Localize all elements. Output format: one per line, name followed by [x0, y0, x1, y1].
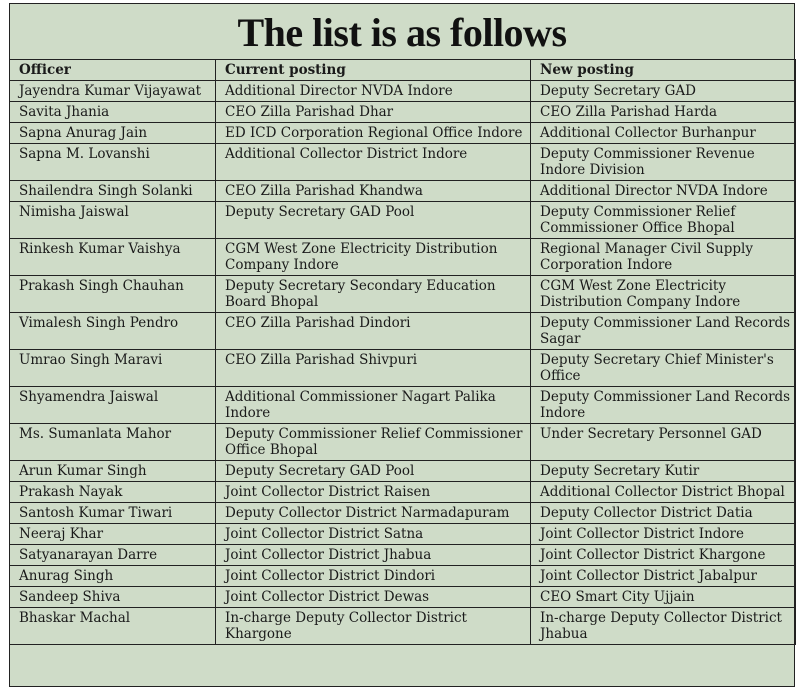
table-row: [10, 587, 796, 608]
header-row: [10, 60, 796, 81]
new-posting-cell: Deputy Commissioner Revenue Indore Division: [531, 144, 796, 181]
new-posting-cell: CGM West Zone Electricity Distribution Company Indore: [531, 276, 796, 313]
table-row: [10, 81, 796, 102]
column-header-new-posting: New posting: [531, 60, 796, 81]
column-header-officer: Officer: [10, 60, 216, 81]
officer-cell: Satyanarayan Darre: [10, 545, 216, 566]
current-posting-cell: Joint Collector District Dindori: [216, 566, 531, 587]
officer-cell: Rinkesh Kumar Vaishya: [10, 239, 216, 276]
current-posting-cell: Joint Collector District Dewas: [216, 587, 531, 608]
officer-cell: Vimalesh Singh Pendro: [10, 313, 216, 350]
current-posting-cell: Joint Collector District Jhabua: [216, 545, 531, 566]
table-row: [10, 144, 796, 181]
officer-cell: Shailendra Singh Solanki: [10, 181, 216, 202]
officer-cell: Santosh Kumar Tiwari: [10, 503, 216, 524]
current-posting-cell: Additional Collector District Indore: [216, 144, 531, 181]
new-posting-cell: Deputy Secretary Kutir: [531, 461, 796, 482]
officer-cell: Bhaskar Machal: [10, 608, 216, 645]
current-posting-cell: Deputy Secretary GAD Pool: [216, 202, 531, 239]
table-row: [10, 482, 796, 503]
new-posting-cell: Deputy Commissioner Land Records Indore: [531, 387, 796, 424]
table-row: [10, 102, 796, 123]
officer-cell: Savita Jhania: [10, 102, 216, 123]
officer-cell: Sapna Anurag Jain: [10, 123, 216, 144]
officer-cell: Jayendra Kumar Vijayawat: [10, 81, 216, 102]
current-posting-cell: CEO Zilla Parishad Dhar: [216, 102, 531, 123]
current-posting-cell: ED ICD Corporation Regional Office Indore: [216, 123, 531, 144]
table-row: [10, 608, 796, 645]
table-body: [10, 81, 796, 645]
current-posting-cell: Joint Collector District Satna: [216, 524, 531, 545]
officer-cell: Umrao Singh Maravi: [10, 350, 216, 387]
new-posting-cell: In-charge Deputy Collector District Jhabua: [531, 608, 796, 645]
new-posting-cell: Joint Collector District Indore: [531, 524, 796, 545]
officer-cell: Sapna M. Lovanshi: [10, 144, 216, 181]
new-posting-cell: Under Secretary Personnel GAD: [531, 424, 796, 461]
current-posting-cell: CEO Zilla Parishad Khandwa: [216, 181, 531, 202]
current-posting-cell: CEO Zilla Parishad Dindori: [216, 313, 531, 350]
officer-cell: Ms. Sumanlata Mahor: [10, 424, 216, 461]
column-header-current-posting: Current posting: [216, 60, 531, 81]
current-posting-cell: Deputy Commissioner Relief Commissioner Office Bhopal: [216, 424, 531, 461]
page-title: The list is as follows: [237, 10, 567, 55]
table-row: [10, 181, 796, 202]
table-row: [10, 545, 796, 566]
table-row: [10, 524, 796, 545]
new-posting-cell: Deputy Commissioner Relief Commissioner Office Bhopal: [531, 202, 796, 239]
officer-cell: Shyamendra Jaiswal: [10, 387, 216, 424]
current-posting-cell: Deputy Secretary Secondary Education Board Bhopal: [216, 276, 531, 313]
current-posting-cell: CEO Zilla Parishad Shivpuri: [216, 350, 531, 387]
table-header: [10, 60, 796, 81]
new-posting-cell: Deputy Secretary GAD: [531, 81, 796, 102]
new-posting-cell: Regional Manager Civil Supply Corporation Indore: [531, 239, 796, 276]
current-posting-cell: In-charge Deputy Collector District Khargone: [216, 608, 531, 645]
table-row: [10, 313, 796, 350]
table-row: [10, 461, 796, 482]
current-posting-cell: Additional Commissioner Nagart Palika Indore: [216, 387, 531, 424]
table-row: [10, 503, 796, 524]
table-row: [10, 424, 796, 461]
officer-cell: Anurag Singh: [10, 566, 216, 587]
current-posting-cell: Deputy Collector District Narmadapuram: [216, 503, 531, 524]
officer-cell: Nimisha Jaiswal: [10, 202, 216, 239]
table-row: [10, 276, 796, 313]
current-posting-cell: Joint Collector District Raisen: [216, 482, 531, 503]
officer-cell: Prakash Nayak: [10, 482, 216, 503]
new-posting-cell: Joint Collector District Jabalpur: [531, 566, 796, 587]
officer-cell: Neeraj Khar: [10, 524, 216, 545]
current-posting-cell: Deputy Secretary GAD Pool: [216, 461, 531, 482]
current-posting-cell: CGM West Zone Electricity Distribution Company Indore: [216, 239, 531, 276]
new-posting-cell: Additional Collector Burhanpur: [531, 123, 796, 144]
table-row: [10, 566, 796, 587]
table-row: [10, 123, 796, 144]
officer-cell: Sandeep Shiva: [10, 587, 216, 608]
new-posting-cell: CEO Zilla Parishad Harda: [531, 102, 796, 123]
officer-cell: Prakash Singh Chauhan: [10, 276, 216, 313]
table-row: [10, 387, 796, 424]
new-posting-cell: CEO Smart City Ujjain: [531, 587, 796, 608]
new-posting-cell: Joint Collector District Khargone: [531, 545, 796, 566]
table-row: [10, 350, 796, 387]
table-row: [10, 239, 796, 276]
new-posting-cell: Deputy Secretary Chief Minister's Office: [531, 350, 796, 387]
new-posting-cell: Additional Director NVDA Indore: [531, 181, 796, 202]
document-panel: [9, 3, 795, 687]
postings-table: [9, 59, 796, 645]
new-posting-cell: Additional Collector District Bhopal: [531, 482, 796, 503]
current-posting-cell: Additional Director NVDA Indore: [216, 81, 531, 102]
new-posting-cell: Deputy Collector District Datia: [531, 503, 796, 524]
officer-cell: Arun Kumar Singh: [10, 461, 216, 482]
table-row: [10, 202, 796, 239]
new-posting-cell: Deputy Commissioner Land Records Sagar: [531, 313, 796, 350]
